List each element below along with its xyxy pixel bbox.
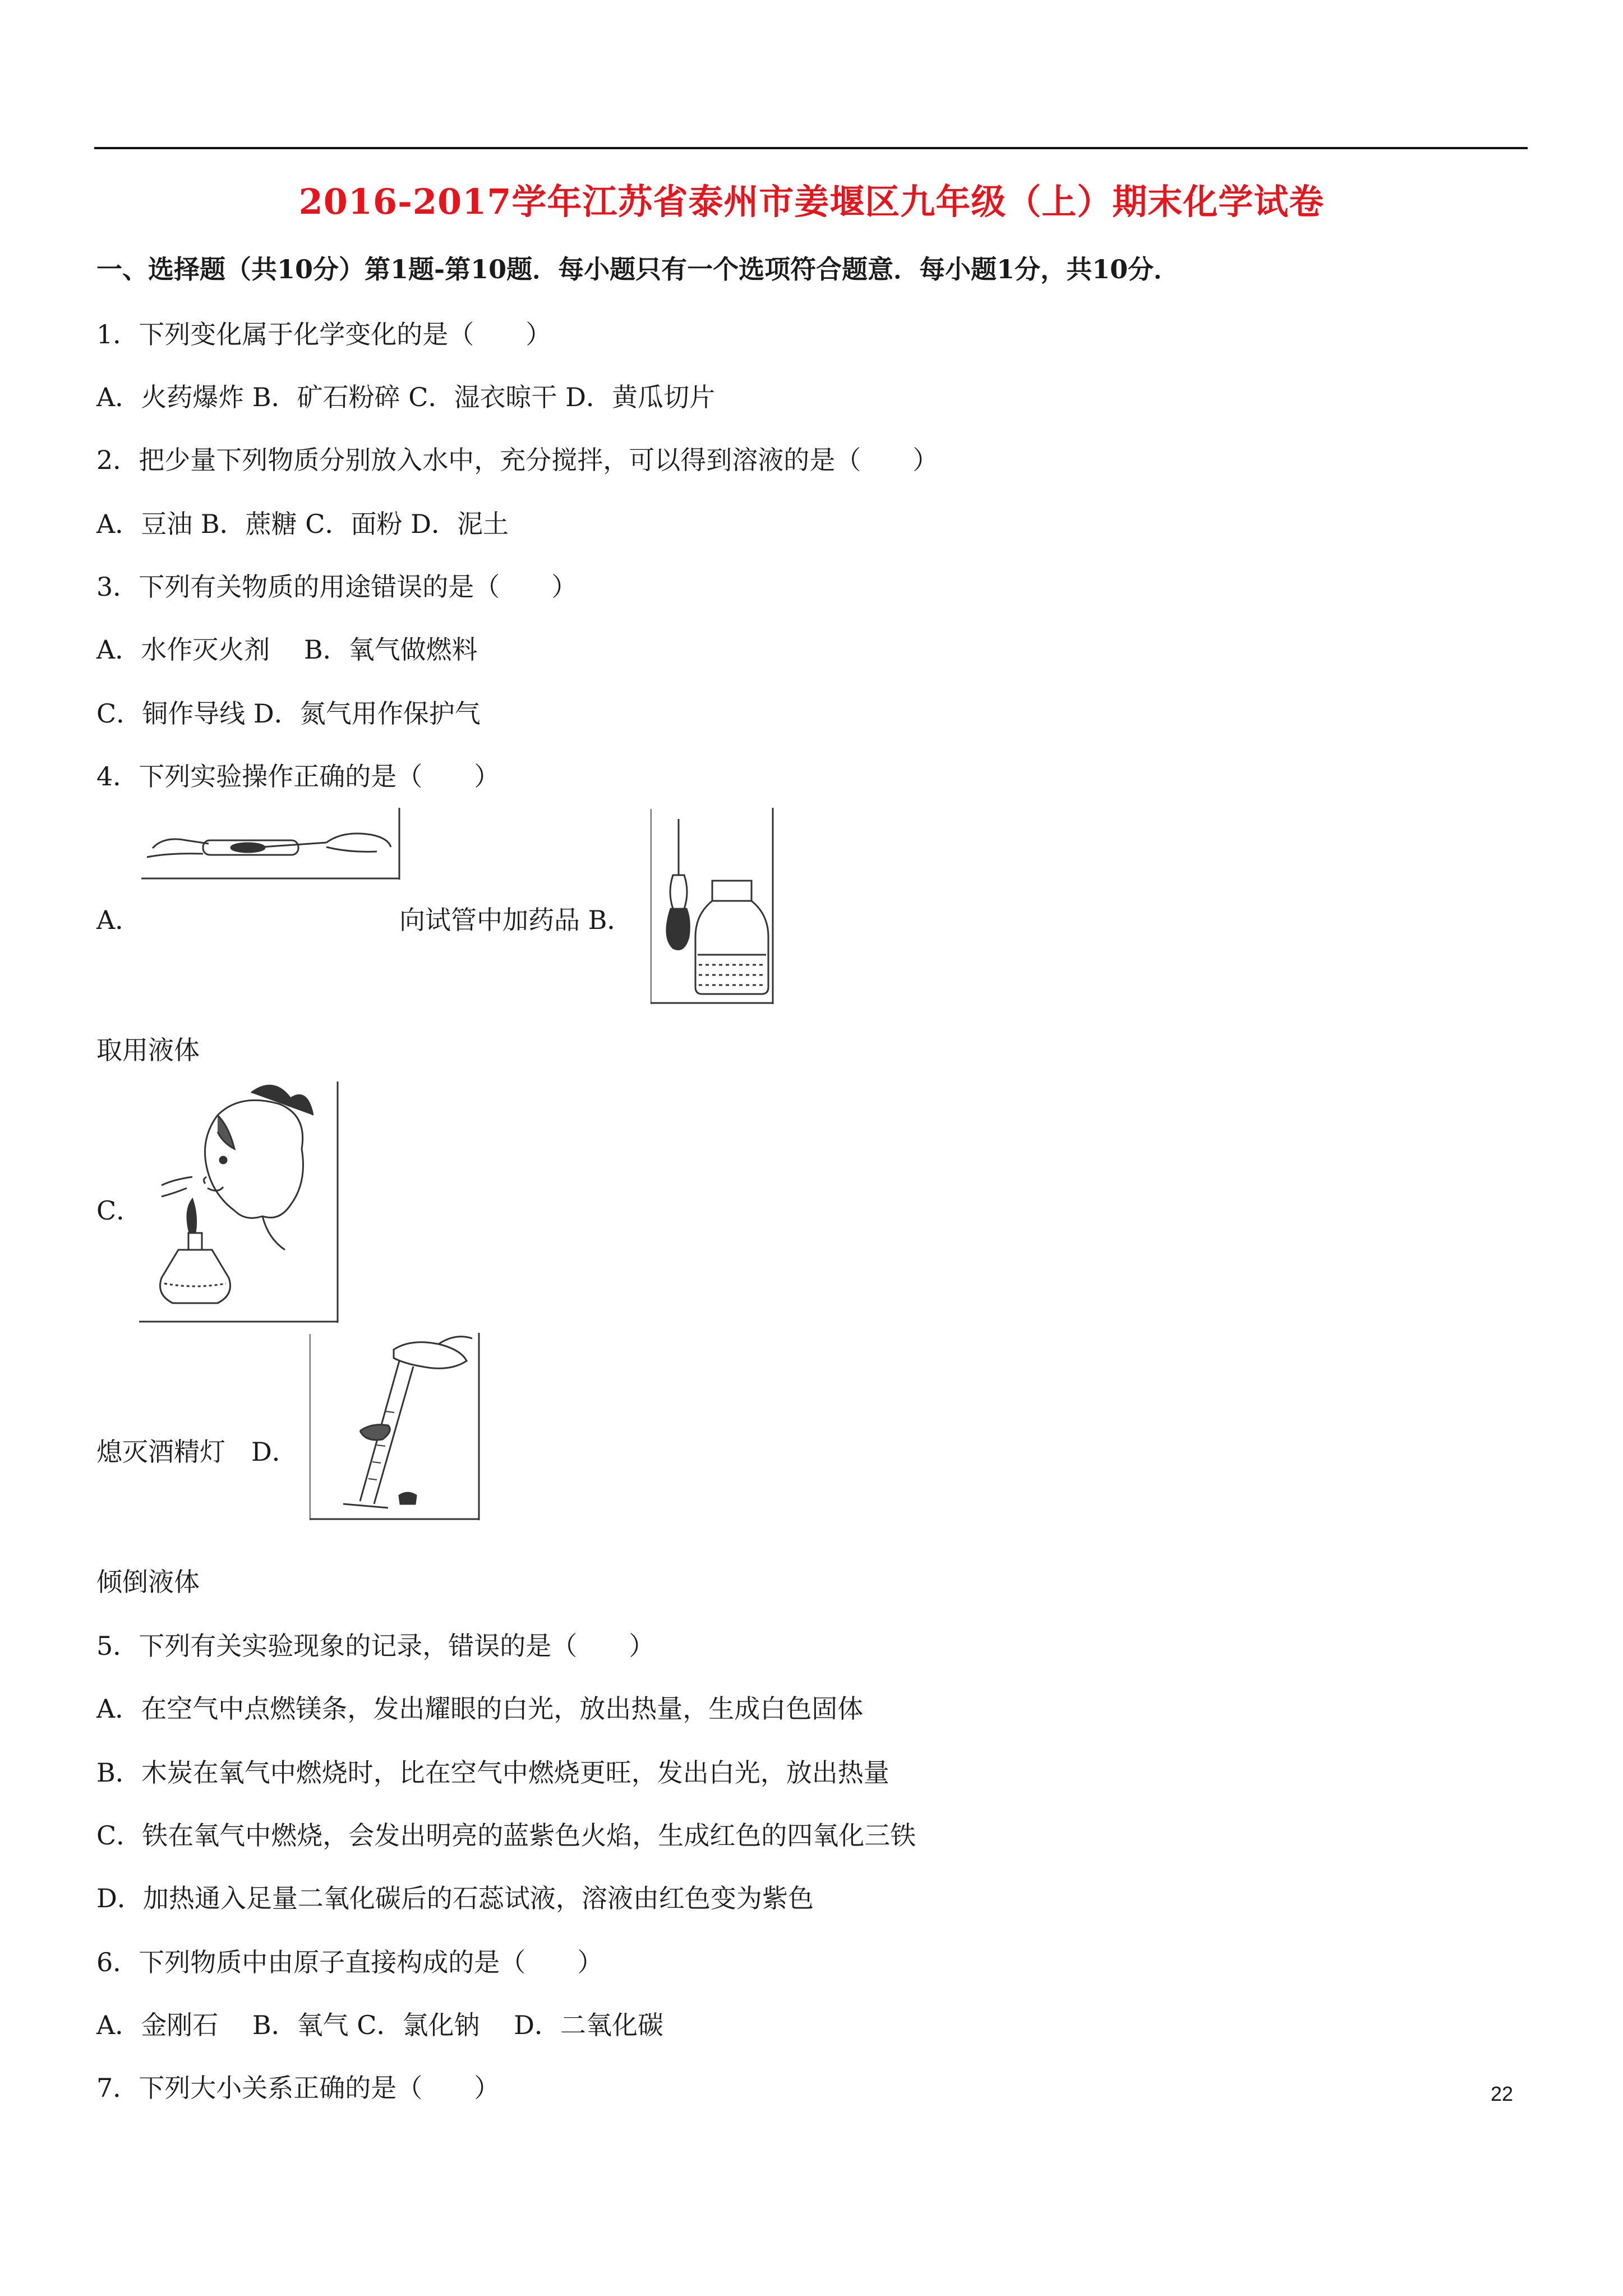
- test-tube-hands-illustration: [141, 808, 400, 881]
- question-3-options-ab: A．水作灭火剂 B．氧气做燃料: [96, 634, 478, 665]
- question-1-options: A．火药爆炸 B．矿石粉碎 C．湿衣晾干 D．黄瓜切片: [96, 382, 715, 412]
- page-number: 22: [1491, 2082, 1514, 2105]
- section-heading: 一、选择题（共10分）第1题-第10题．每小题只有一个选项符合题意．每小题1分，共10分．: [96, 254, 1180, 284]
- question-2-options: A．豆油 B．蔗糖 C．面粉 D．泥土: [96, 509, 509, 539]
- option-c-caption-d-label: 熄灭酒精灯 D．: [96, 1437, 298, 1467]
- option-d-caption: 倾倒液体: [96, 1567, 200, 1597]
- question-7-stem: 7．下列大小关系正确的是（ ）: [96, 2073, 500, 2103]
- question-5-stem: 5．下列有关实验现象的记录，错误的是（ ）: [96, 1631, 655, 1661]
- option-c-figure: [139, 1082, 339, 1324]
- header-rule: [94, 147, 1528, 149]
- question-5-option-c: C．铁在氧气中燃烧，会发出明亮的蓝紫色火焰，生成红色的四氧化三铁: [96, 1820, 916, 1851]
- question-5-option-d: D．加热通入足量二氧化碳后的石蕊试液，溶液由红色变为紫色: [96, 1883, 814, 1913]
- option-b-figure: [651, 808, 774, 1005]
- page-title: 2016-2017学年江苏省泰州市姜堰区九年级（上）期末化学试卷: [298, 181, 1325, 222]
- question-5-option-a: A．在空气中点燃镁条，发出耀眼的白光，放出热量，生成白色固体: [96, 1694, 864, 1724]
- question-6-options: A．金刚石 B．氧气 C．氯化钠 D．二氧化碳: [96, 2010, 663, 2040]
- option-c-label: C．: [96, 1195, 142, 1226]
- option-a-figure: [141, 808, 400, 881]
- option-a-label: A．: [96, 905, 141, 935]
- girl-blowing-lamp-illustration: [139, 1082, 339, 1324]
- question-3-options-cd: C．铜作导线 D．氮气用作保护气: [96, 698, 481, 729]
- pouring-cylinder-illustration: [310, 1333, 480, 1521]
- question-1-stem: 1．下列变化属于化学变化的是（ ）: [96, 319, 552, 349]
- question-5-option-b: B．木炭在氧气中燃烧时，比在空气中燃烧更旺，发出白光，放出热量: [96, 1757, 889, 1788]
- question-2-stem: 2．把少量下列物质分别放入水中，充分搅拌，可以得到溶液的是（ ）: [96, 445, 939, 475]
- question-3-stem: 3．下列有关物质的用途错误的是（ ）: [96, 572, 578, 602]
- question-4-stem: 4．下列实验操作正确的是（ ）: [96, 761, 500, 792]
- option-a-caption-b-label: 向试管中加药品 B．: [399, 905, 633, 935]
- question-6-stem: 6．下列物质中由原子直接构成的是（ ）: [96, 1947, 603, 1977]
- option-b-caption: 取用液体: [96, 1035, 200, 1065]
- option-d-figure: [310, 1333, 480, 1521]
- dropper-bottle-illustration: [651, 808, 774, 1005]
